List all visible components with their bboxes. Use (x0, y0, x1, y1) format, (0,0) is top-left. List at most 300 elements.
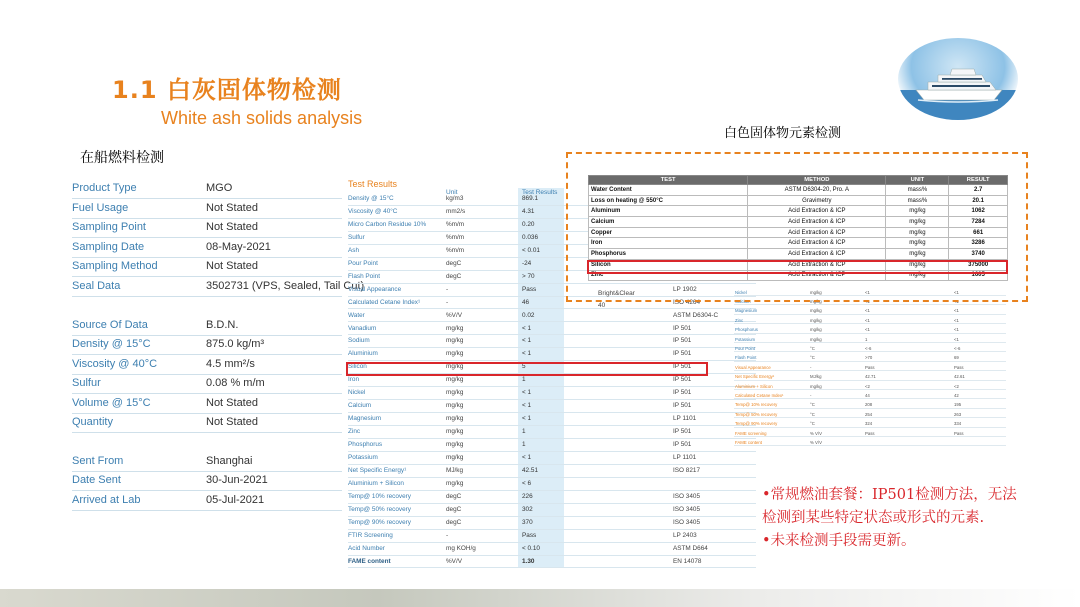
unit-cell: degC (446, 518, 462, 526)
table-row (734, 344, 1006, 352)
unit-cell: mg/kg (886, 206, 949, 217)
parameter-cell: Potassium (348, 454, 378, 461)
method-cell: LP 2403 (673, 531, 697, 539)
table-row (734, 326, 1006, 334)
result-cell: 42.61 (954, 374, 965, 380)
unit-cell: mg/kg (810, 308, 822, 314)
unit-cell: mg/kg (810, 336, 822, 342)
table-row (348, 400, 756, 413)
method-cell: ASTM D664 (673, 544, 708, 552)
table-row (348, 491, 756, 504)
parameter-cell: Temp@ 90% recovery (735, 421, 778, 427)
result-cell: >70 (865, 355, 873, 361)
result-cell: 263 (954, 411, 962, 417)
table-row (589, 227, 1008, 238)
info-value: 4.5 mm²/s (206, 357, 255, 370)
parameter-cell: FAME content (348, 557, 391, 565)
info-key: Density @ 15°C (72, 338, 151, 350)
table-row (348, 452, 756, 465)
info-key: Arrived at Lab (72, 493, 141, 506)
table-row (734, 429, 1006, 437)
table-row (734, 335, 1006, 343)
table-row (348, 504, 756, 517)
info-row (72, 375, 342, 394)
method-cell: LP 1101 (673, 415, 697, 423)
table-row (734, 363, 1006, 371)
parameter-cell: Viscosity @ 40°C (348, 207, 398, 215)
info-key: Sulfur (72, 377, 101, 389)
parameter-cell: Temp@ 90% recovery (348, 518, 411, 526)
result-cell: 3740 (949, 249, 1008, 260)
unit-cell: mg/kg (810, 298, 822, 304)
info-value: Not Stated (206, 260, 258, 272)
result-cell: 42 (954, 392, 959, 398)
info-value: Not Stated (206, 221, 258, 233)
table-row (734, 391, 1006, 399)
unit-cell: - (810, 364, 812, 370)
table-header-row (589, 176, 1008, 185)
unit-cell: mg/kg (446, 402, 464, 410)
unit-cell: %V/V (446, 557, 462, 565)
unit-cell: mg/kg (886, 227, 949, 238)
info-row (72, 200, 342, 219)
result-cell: 324 (865, 421, 873, 427)
result-cell: 1 (522, 428, 526, 436)
table-row (734, 307, 1006, 315)
table-row (348, 530, 756, 543)
result-header: Test Results (522, 189, 558, 196)
method-cell: ISO 4264 (673, 298, 701, 306)
info-key: Date Sent (72, 474, 121, 486)
parameter-cell: Calcium (348, 402, 372, 410)
info-key: Fuel Usage (72, 201, 129, 214)
method-cell: Acid Extraction & ICP (748, 217, 886, 228)
result-cell: 334 (954, 421, 962, 427)
info-key: Volume @ 15°C (72, 396, 151, 409)
result-cell: 0.02 (522, 311, 535, 319)
result-cell: 370 (522, 518, 533, 526)
unit-cell: MJ/kg (810, 374, 822, 380)
method-cell: ASTM D6304-20, Pro. A (748, 185, 886, 196)
parameter-cell: Calcium (735, 298, 751, 304)
table-row (348, 543, 756, 556)
unit-cell: mg/kg (446, 441, 464, 449)
result-cell: Pass (865, 364, 875, 370)
parameter-cell: Net Specific Energy¹ (348, 466, 407, 474)
result-cell: Pass (954, 430, 964, 436)
result-cell: < 1 (522, 454, 532, 461)
parameter-cell: Aluminium + Silicon (735, 383, 773, 389)
unit-cell: mg/kg (446, 376, 464, 384)
info-row (72, 278, 365, 297)
info-row (72, 414, 342, 433)
info-value: 875.0 kg/m³ (206, 338, 265, 350)
col-result-header: RESULT (949, 176, 1008, 185)
info-key: Seal Data (72, 279, 121, 292)
parameter-cell: Acid Number (348, 544, 385, 552)
unit-cell: degC (446, 272, 462, 280)
result-cell: < 1 (522, 337, 532, 345)
info-row (72, 336, 342, 355)
unit-cell: mg/kg (446, 337, 464, 345)
table-row (348, 465, 756, 478)
parameter-cell: Vanadium (348, 324, 377, 332)
method-cell: Acid Extraction & ICP (748, 270, 886, 281)
method-cell: IP 501 (673, 363, 692, 371)
parameter-cell: Net Specific Energy¹ (735, 374, 775, 380)
cruise-ship-image (898, 38, 1018, 120)
table-row (589, 195, 1008, 206)
info-value: B.D.N. (206, 318, 239, 331)
info-value: Not Stated (206, 201, 258, 214)
table-row (348, 335, 756, 348)
test-cell: Zinc (589, 270, 748, 281)
result-cell: 46 (522, 298, 530, 306)
parameter-cell: Zinc (348, 428, 361, 436)
result-cell: 7284 (949, 217, 1008, 228)
unit-cell: °C (810, 402, 815, 408)
parameter-cell: Temp@ 50% recovery (735, 411, 778, 417)
unit-cell: mg/kg (810, 289, 822, 295)
table-row (348, 439, 756, 452)
unit-cell: °C (810, 345, 815, 351)
table-row (348, 374, 756, 387)
unit-cell: - (446, 531, 449, 539)
result-cell: <1 (865, 298, 870, 304)
result-cell: <2 (865, 383, 870, 389)
unit-cell: mg/kg (446, 350, 464, 358)
info-row (72, 356, 342, 375)
method-cell: IP 501 (673, 389, 692, 397)
info-key: Source Of Data (72, 318, 148, 331)
table-row (734, 401, 1006, 409)
unit-cell: kg/m3 (446, 195, 464, 202)
result-cell: < 0.01 (522, 246, 540, 254)
parameter-cell: Visual Appearance (348, 285, 402, 293)
unit-cell: % V/V (810, 439, 822, 445)
method-cell: LP 1101 (673, 454, 697, 461)
result-cell: <2 (954, 383, 959, 389)
result-cell: <1 (865, 327, 870, 333)
unit-cell: - (446, 285, 449, 293)
result-cell: 661 (949, 227, 1008, 238)
result-cell: 1.30 (522, 557, 535, 565)
test-cell: Aluminum (589, 206, 748, 217)
info-value: 3502731 (VPS, Sealed, Tail Cut) (206, 279, 365, 292)
unit-cell: mg/kg (886, 259, 949, 270)
unit-cell: MJ/kg (446, 466, 464, 474)
result-cell: 42.51 (522, 466, 538, 474)
unit-cell: mg/kg (446, 428, 464, 436)
info-key: Sent From (72, 454, 124, 467)
test-cell: Phosphorus (589, 249, 748, 260)
info-key: Sampling Method (72, 260, 158, 272)
info-row (72, 219, 342, 238)
info-value: Shanghai (206, 454, 253, 467)
result-cell: <1 (865, 317, 870, 323)
parameter-cell: Temp@ 10% recovery (348, 492, 411, 500)
unit-cell: °C (810, 355, 815, 361)
result-cell: 375000 (949, 259, 1008, 270)
result-cell: 42.71 (865, 374, 876, 380)
result-cell: <1 (865, 289, 870, 295)
unit-cell: °C (810, 411, 815, 417)
parameter-cell: FTIR Screening (348, 531, 393, 539)
result-cell: <1 (954, 327, 959, 333)
parameter-cell: Phosphorus (348, 441, 383, 449)
result-cell: <1 (954, 317, 959, 323)
table-row (348, 345, 756, 361)
result-cell: 208 (865, 402, 873, 408)
cetane-fragment: 40 (598, 302, 606, 309)
result-cell: < 1 (522, 402, 532, 410)
info-value: 05-Jul-2021 (206, 493, 265, 506)
result-cell: <1 (865, 308, 870, 314)
table-row (734, 438, 1006, 446)
method-cell: ASTM D6304-C (673, 311, 719, 319)
parameter-cell: Visual Appearance (735, 364, 771, 370)
method-cell: IP 501 (673, 324, 692, 332)
info-row (72, 472, 342, 491)
result-cell: > 70 (522, 272, 535, 280)
parameter-cell: Aluminium + Silicon (348, 479, 404, 487)
parameter-cell: Density @ 15°C (348, 195, 394, 202)
result-cell: 44 (865, 392, 870, 398)
unit-cell: %V/V (446, 311, 462, 319)
unit-header: Unit (446, 189, 458, 196)
col-method-header: METHOD (748, 176, 886, 185)
parameter-cell: Iron (348, 376, 360, 384)
table-row (348, 413, 756, 426)
unit-cell: %m/m (446, 220, 465, 228)
info-key: Product Type (72, 182, 137, 194)
info-key: Viscosity @ 40°C (72, 357, 158, 370)
unit-cell: mg/kg (446, 415, 464, 423)
table-row (348, 556, 756, 569)
unit-cell: %m/m (446, 233, 465, 241)
result-cell: <1 (954, 289, 959, 295)
method-cell: ISO 3405 (673, 505, 701, 513)
info-value: Not Stated (206, 396, 258, 409)
method-cell: IP 501 (673, 376, 692, 384)
info-row (72, 258, 342, 277)
method-cell: Acid Extraction & ICP (748, 259, 886, 270)
info-value: 08-May-2021 (206, 240, 271, 253)
method-cell: EN 14078 (673, 557, 702, 565)
parameter-cell: Water (348, 311, 365, 319)
result-cell: <1 (954, 298, 959, 304)
table-row (589, 217, 1008, 228)
result-cell: < 0.10 (522, 544, 540, 552)
result-cell: 195 (954, 402, 962, 408)
result-cell: 1 (865, 336, 868, 342)
result-cell: 869.1 (522, 195, 538, 202)
parameter-cell: Silicon (348, 363, 367, 371)
unit-cell: mg/kg (446, 479, 464, 487)
unit-cell: °C (810, 421, 815, 427)
parameter-cell: Magnesium (348, 415, 382, 423)
result-cell: 1605 (949, 270, 1008, 281)
table-row (734, 316, 1006, 324)
result-cell: 1 (522, 376, 526, 384)
col-unit-header: UNIT (886, 176, 949, 185)
table-row (589, 185, 1008, 196)
method-cell: IP 501 (673, 350, 692, 358)
result-cell: 69 (954, 355, 959, 361)
result-cell: 226 (522, 492, 533, 500)
label-white-solids-elements: 白色固体物元素检测 (724, 126, 842, 141)
result-cell: 0.036 (522, 233, 538, 241)
parameter-cell: Ash (348, 246, 360, 254)
result-cell: 302 (522, 505, 533, 513)
col-test-header: TEST (589, 176, 748, 185)
result-cell: 5 (522, 363, 526, 371)
test-cell: Copper (589, 227, 748, 238)
result-cell: < 6 (522, 479, 532, 487)
result-cell: Pass (865, 430, 875, 436)
result-cell: Pass (954, 364, 964, 370)
method-cell: ISO 8217 (673, 466, 701, 474)
parameter-cell: Aluminium (348, 350, 378, 358)
footer-bar (0, 589, 1080, 607)
method-cell: Gravimetry (748, 195, 886, 206)
parameter-cell: Micro Carbon Residue 10% (348, 220, 427, 228)
unit-cell: degC (446, 259, 462, 267)
table-row (348, 323, 756, 336)
parameter-cell: Nickel (348, 389, 366, 397)
method-cell: IP 501 (673, 337, 692, 345)
unit-cell: mg/kg (810, 327, 822, 333)
parameter-cell: Zinc (735, 317, 744, 323)
parameter-cell: Sodium (348, 337, 370, 345)
parameter-cell: Temp@ 50% recovery (348, 505, 411, 513)
table-row (734, 373, 1006, 381)
unit-cell: mg/kg (886, 238, 949, 249)
method-cell: Acid Extraction & ICP (748, 238, 886, 249)
table-row (348, 517, 756, 530)
parameter-cell: Pour Point (348, 259, 378, 267)
result-cell: <1 (954, 336, 959, 342)
note-item: •常规燃油套餐：IP501检测方法，无法检测到某些特定状态或形式的元素. (762, 487, 1017, 526)
info-row (72, 180, 342, 199)
parameter-cell: FAME screening (735, 430, 767, 436)
parameter-cell: Flash Point (348, 272, 380, 280)
result-cell: Pass (522, 531, 537, 539)
table-row (734, 382, 1006, 390)
info-value: Not Stated (206, 416, 258, 428)
method-cell: IP 501 (673, 428, 692, 436)
unit-cell: mm2/s (446, 207, 466, 215)
unit-cell: mg/kg (446, 454, 464, 461)
parameter-cell: Potassium (735, 336, 756, 342)
result-cell: 1062 (949, 206, 1008, 217)
result-cell: <-6 (954, 345, 961, 351)
table-row (348, 478, 756, 491)
method-cell: ISO 3405 (673, 518, 701, 526)
result-cell: < 1 (522, 389, 532, 397)
result-cell: <-6 (865, 345, 872, 351)
silicon-highlight-box (346, 362, 708, 376)
unit-cell: mg/kg (810, 383, 822, 389)
test-cell: Calcium (589, 217, 748, 228)
parameter-cell: Temp@ 10% recovery (735, 402, 778, 408)
table-row (589, 249, 1008, 260)
info-key: Sampling Point (72, 221, 146, 233)
unit-cell: degC (446, 505, 462, 513)
info-row (72, 239, 342, 258)
unit-cell: mg/kg (446, 389, 464, 397)
unit-cell: mass% (886, 185, 949, 196)
unit-cell: mg/kg (446, 324, 464, 332)
table-row (734, 354, 1006, 362)
notes (762, 484, 1030, 553)
unit-cell: - (810, 392, 812, 398)
result-cell: 1 (522, 441, 526, 449)
unit-cell: mg/kg (886, 270, 949, 281)
note-item: •未来检测手段需更新。 (762, 533, 916, 549)
table-row (734, 410, 1006, 418)
info-value: MGO (206, 182, 233, 194)
result-cell: 0.20 (522, 220, 535, 228)
unit-cell: % V/V (810, 430, 822, 436)
unit-cell: mg/kg (886, 217, 949, 228)
result-cell: Pass (522, 285, 537, 293)
info-row (72, 395, 342, 414)
info-row (72, 317, 342, 336)
page-title-en: White ash solids analysis (161, 108, 363, 128)
parameter-cell: FAME content (735, 439, 762, 445)
test-cell: Silicon (589, 259, 748, 270)
method-cell: Acid Extraction & ICP (748, 206, 886, 217)
parameter-cell: Phosphorus (735, 327, 758, 333)
silicon-element-highlight-box (587, 260, 1008, 274)
parameter-cell: Pour Point (735, 345, 756, 351)
info-value: 0.08 % m/m (206, 377, 265, 389)
unit-cell: mg/kg (810, 317, 822, 323)
method-cell: IP 501 (673, 441, 692, 449)
result-cell: 3286 (949, 238, 1008, 249)
parameter-cell: Calculated Cetane Index¹ (348, 298, 421, 306)
result-cell: < 1 (522, 415, 532, 423)
unit-cell: mg/kg (886, 249, 949, 260)
method-cell: LP 1902 (673, 285, 697, 293)
parameter-cell: Calculated Cetane Index¹ (735, 392, 784, 398)
method-cell: Acid Extraction & ICP (748, 227, 886, 238)
unit-cell: %m/m (446, 246, 465, 254)
info-row (72, 453, 342, 472)
table-row (734, 420, 1006, 428)
result-cell: 20.1 (949, 195, 1008, 206)
method-cell: ISO 3405 (673, 492, 701, 500)
unit-cell: mg KOH/g (446, 544, 476, 552)
parameter-cell: Flash Point (735, 355, 757, 361)
test-cell: Water Content (589, 185, 748, 196)
parameter-cell: Nickel (735, 289, 747, 295)
label-onboard-fuel: 在船燃料检测 (80, 150, 164, 166)
result-cell: 4.31 (522, 207, 535, 215)
result-cell: <1 (954, 308, 959, 314)
parameter-cell: Magnesium (735, 308, 758, 314)
test-cell: Iron (589, 238, 748, 249)
table-row (348, 387, 756, 400)
result-cell: < 1 (522, 350, 532, 358)
result-cell: 254 (865, 411, 873, 417)
unit-cell: - (446, 298, 449, 306)
visual-appearance-fragment: Bright&Clear (598, 290, 635, 297)
unit-cell: mass% (886, 195, 949, 206)
result-cell: 2.7 (949, 185, 1008, 196)
info-key: Sampling Date (72, 240, 145, 253)
